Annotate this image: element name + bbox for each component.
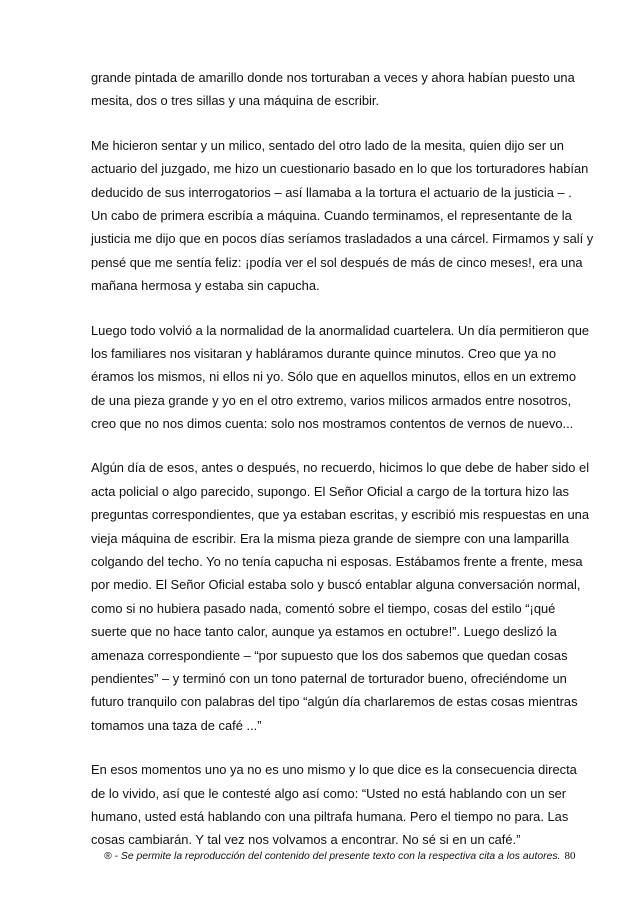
text-line: grande pintada de amarillo donde nos torturaban a veces y ahora habían puesto una [91,70,575,85]
text-line: creo que no nos dimos cuenta: solo nos mostramos contentos de vernos de nuevo... [91,416,574,432]
text-line: de lo vivido, así que le contesté algo así como: “Usted no está hablando con un ser [91,785,567,801]
text-line: deducido de sus interrogatorios – así llamaba a la tortura el actuario de la justicia – . [91,184,572,200]
text-line: Un cabo de primera escribía a máquina. Cuando terminamos, el representante de la [91,207,572,223]
text-line: mesita, dos o tres sillas y una máquina de escribir. [91,93,380,109]
text-line: Algún día de esos, antes o después, no recuerdo, hicimos lo que debe de haber sido el [91,460,590,476]
text-line: actuario del juzgado, me hizo un cuestionario basado en lo que los torturadores habían [91,161,589,177]
text-line: vieja máquina de escribir. Era la misma pieza grande de siempre con una lamparilla [91,530,569,546]
footer-notice [104,850,604,862]
text-line: futuro tranquilo con palabras del tipo “algún día charlaremos de estas cosas mientras [91,694,578,710]
text-line: En esos momentos uno ya no es uno mismo y lo que dice es la consecuencia directa [91,762,577,778]
text-line: justicia me dijo que en pocos días seríamos trasladados a una cárcel. Firmamos y salí y [91,231,594,247]
text-line: preguntas correspondientes, que ya estaban escritas, y escribió mis respuestas en una [91,507,590,523]
text-line: los familiares nos visitaran y habláramos durante quince minutos. Creo que ya no [91,345,557,361]
text-line: colgando del techo. Yo no tenía capucha ni esposas. Estábamos frente a frente, mesa [91,554,583,570]
page-number: 80 [564,850,576,862]
text-line: de una pieza grande y yo en el otro extremo, varios milicos armados entre nosotros, [91,392,572,408]
copyright-note: ® - Se permite la reproducción del contenido del presente texto con la respectiva cita a los autores. [104,851,561,862]
text-line: tomamos una taza de café ...” [91,717,262,733]
paragraph [91,456,603,737]
paragraph [91,758,603,852]
paragraph [91,319,603,436]
text-line: pensé que me sentía feliz: ¡podía ver el sol después de más de cinco meses!, era una [91,254,583,270]
text-line: humano, usted está hablando con una piltrafa humana. Pero el tiempo no para. Las [91,808,569,824]
text-line: cosas cambiarán. Y tal vez nos volvamos a encontrar. No sé si en un café.” [91,832,521,848]
text-line: suerte que no hace tanto calor, aunque ya estamos en octubre!”. Luego deslizó la [91,624,557,640]
text-line: amenaza correspondiente – “por supuesto que los dos sabemos que quedan cosas [91,647,568,663]
text-line: como si no hubiera pasado nada, comentó sobre el tiempo, cosas del estilo “¡qué [91,600,556,616]
text-line: éramos los mismos, ni ellos ni yo. Sólo que en aquellos minutos, ellos en un extremo [91,369,577,385]
paragraph [91,134,603,298]
text-line: acta policial o algo parecido, supongo. El Señor Oficial a cargo de la tortura hizo las [91,483,569,499]
body-text [91,66,603,873]
text-line: Me hicieron sentar y un milico, sentado del otro lado de la mesita, quien dijo ser un [91,137,564,153]
text-line: Luego todo volvió a la normalidad de la anormalidad cuartelera. Un día permitieron que [91,322,590,338]
text-line: por medio. El Señor Oficial estaba solo y buscó entablar alguna conversación normal, [91,577,581,593]
paragraph [91,66,603,113]
text-line: mañana hermosa y estaba sin capucha. [91,278,320,294]
text-line: pendientes” – y terminó con un tono paternal de torturador bueno, ofreciéndome un [91,670,567,686]
